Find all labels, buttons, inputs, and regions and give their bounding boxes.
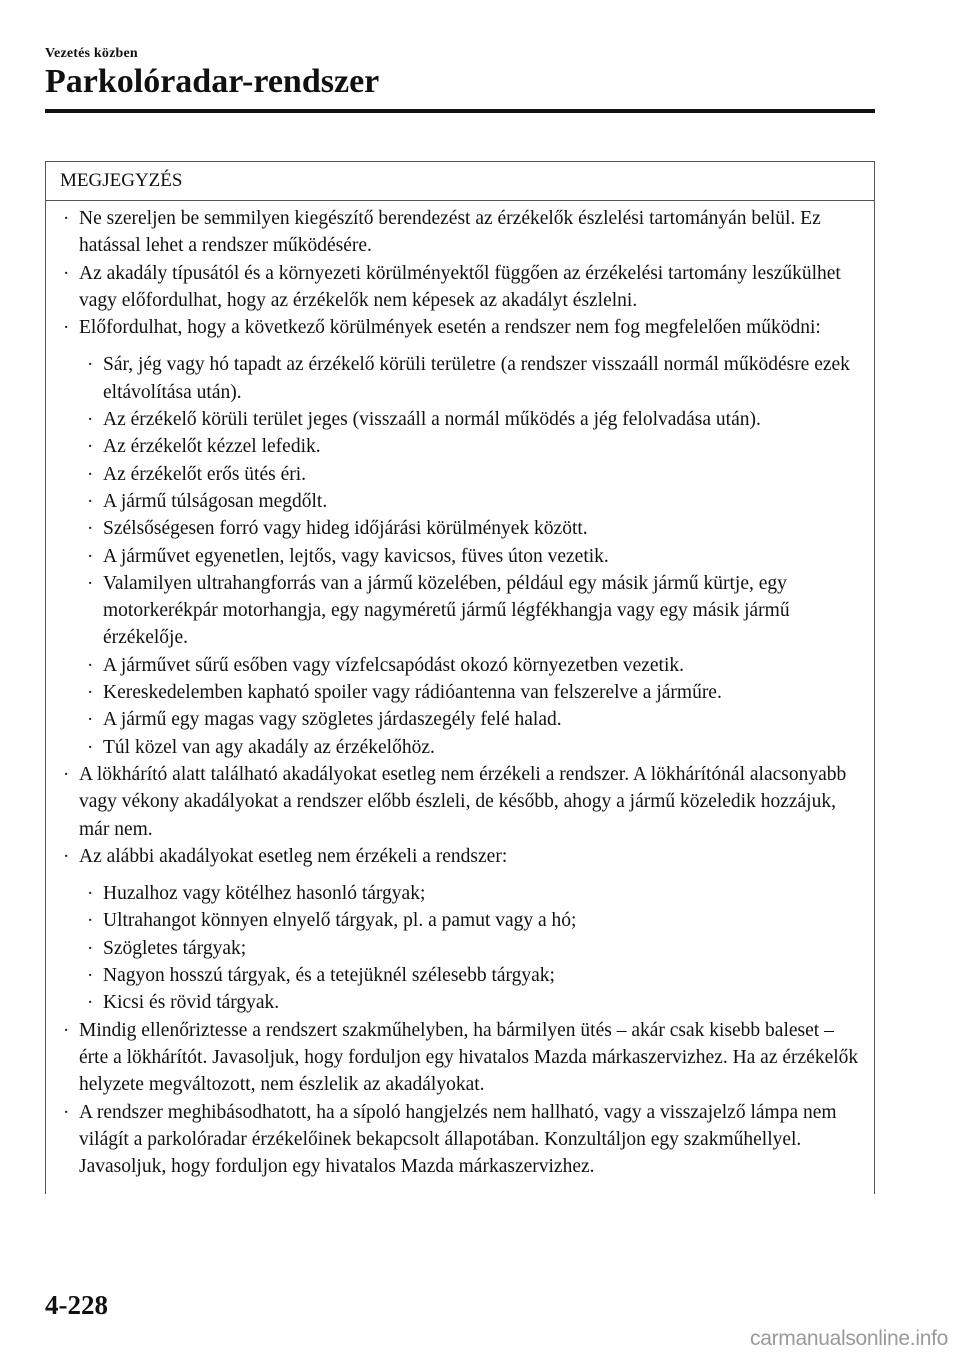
condition-item: · Valamilyen ultrahangforrás van a jármű közelében, például egy másik jármű kürtje, egy motorkerékpár motorhangja, egy nagyméretű jármű légfékhangja vagy egy másik jármű érzékelője. <box>84 570 864 652</box>
condition-item: · A járművet egyenetlen, lejtős, vagy kavicsos, füves úton vezetik. <box>84 543 864 570</box>
note-item: · Mindig ellenőriztesse a rendszert szakműhelyben, ha bármilyen ütés – akár csak kisebb baleset – érte a lökhárítót. Javasoljuk, hogy forduljon egy hivatalos Mazda márkaszervizhez. Ha az érzékelők helyzete megváltozott, nem észlelik az akadályokat. <box>60 1017 864 1099</box>
page-number: 4-228 <box>45 1290 108 1320</box>
condition-item: · Szélsőségesen forró vagy hideg időjárási körülmények között. <box>84 515 864 542</box>
bullet-icon: · <box>87 518 94 540</box>
obstacle-item: · Huzalhoz vagy kötélhez hasonló tárgyak; <box>84 880 864 907</box>
bullet-icon: · <box>87 682 94 704</box>
bullet-icon: · <box>63 763 70 785</box>
obstacle-item: · Nagyon hosszú tárgyak, és a tetejüknél szélesebb tárgyak; <box>84 962 864 989</box>
note-heading: MEGJEGYZÉS <box>46 162 874 201</box>
bullet-icon: · <box>63 1101 70 1123</box>
bullet-icon: · <box>63 845 70 867</box>
bullet-icon: · <box>87 354 94 376</box>
note-item: · Az alábbi akadályokat esetleg nem érzékeli a rendszer: <box>60 843 864 870</box>
bullet-icon: · <box>87 965 94 987</box>
note-item: · Előfordulhat, hogy a következő körülmények esetén a rendszer nem fog megfelelően működni: <box>60 314 864 341</box>
obstacles-list <box>60 880 864 1016</box>
bullet-icon: · <box>87 436 94 458</box>
bullet-icon: · <box>87 654 94 676</box>
bullet-icon: · <box>87 883 94 905</box>
bullet-icon: · <box>87 490 94 512</box>
section-label: Vezetés közben <box>45 46 138 61</box>
bullet-icon: · <box>87 910 94 932</box>
condition-item: · A jármű egy magas vagy szögletes járdaszegély felé halad. <box>84 706 864 733</box>
note-body <box>46 201 874 1180</box>
bullet-icon: · <box>87 409 94 431</box>
condition-item: · Az érzékelőt erős ütés éri. <box>84 461 864 488</box>
condition-item: · Az érzékelőt kézzel lefedik. <box>84 433 864 460</box>
title-rule <box>45 109 875 113</box>
page-title: Parkolóradar-rendszer <box>45 63 380 100</box>
watermark: carmanualsonline.info <box>750 1327 948 1350</box>
obstacle-item: · Szögletes tárgyak; <box>84 935 864 962</box>
bullet-icon: · <box>87 572 94 594</box>
condition-item: · Sár, jég vagy hó tapadt az érzékelő körüli területre (a rendszer visszaáll normál működésre ezek eltávolítása után). <box>84 351 864 406</box>
obstacle-item: · Ultrahangot könnyen elnyelő tárgyak, pl. a pamut vagy a hó; <box>84 907 864 934</box>
note-item: · Az akadály típusától és a környezeti körülményektől függően az érzékelési tartomány leszűkülhet vagy előfordulhat, hogy az érzékelők nem képesek az akadályt észlelni. <box>60 260 864 315</box>
condition-item: · Kereskedelemben kapható spoiler vagy rádióantenna van felszerelve a járműre. <box>84 679 864 706</box>
condition-item: · Az érzékelő körüli terület jeges (visszaáll a normál működés a jég felolvadása után). <box>84 406 864 433</box>
bullet-icon: · <box>87 992 94 1014</box>
bullet-icon: · <box>87 736 94 758</box>
note-box <box>45 161 875 1194</box>
condition-item: · A jármű túlságosan megdőlt. <box>84 488 864 515</box>
condition-item: · A járművet sűrű esőben vagy vízfelcsapódást okozó környezetben vezetik. <box>84 652 864 679</box>
bullet-icon: · <box>63 317 70 339</box>
bullet-icon: · <box>87 463 94 485</box>
bullet-icon: · <box>87 545 94 567</box>
condition-item: · Túl közel van agy akadály az érzékelőhöz. <box>84 734 864 761</box>
conditions-list <box>60 351 864 760</box>
note-item: · Ne szereljen be semmilyen kiegészítő berendezést az érzékelők észlelési tartományán belül. Ez hatással lehet a rendszer működésére. <box>60 205 864 260</box>
obstacle-item: · Kicsi és rövid tárgyak. <box>84 989 864 1016</box>
bullet-icon: · <box>63 208 70 229</box>
bullet-icon: · <box>63 262 70 284</box>
bullet-icon: · <box>87 709 94 731</box>
note-item: · A rendszer meghibásodhatott, ha a sípoló hangjelzés nem hallható, vagy a visszajelző lámpa nem világít a parkolóradar érzékelőinek bekapcsolt állapotában. Konzultáljon egy szakműhellyel. Javasoljuk, hogy forduljon egy hivatalos Mazda márkaszervizhez. <box>60 1099 864 1181</box>
note-item: · A lökhárító alatt található akadályokat esetleg nem érzékeli a rendszer. A lökhárítónál alacsonyabb vagy vékony akadályokat a rendszer előbb észleli, de később, ahogy a jármű közeledik hozzájuk, már nem. <box>60 761 864 843</box>
bullet-icon: · <box>63 1019 70 1041</box>
bullet-icon: · <box>87 937 94 959</box>
